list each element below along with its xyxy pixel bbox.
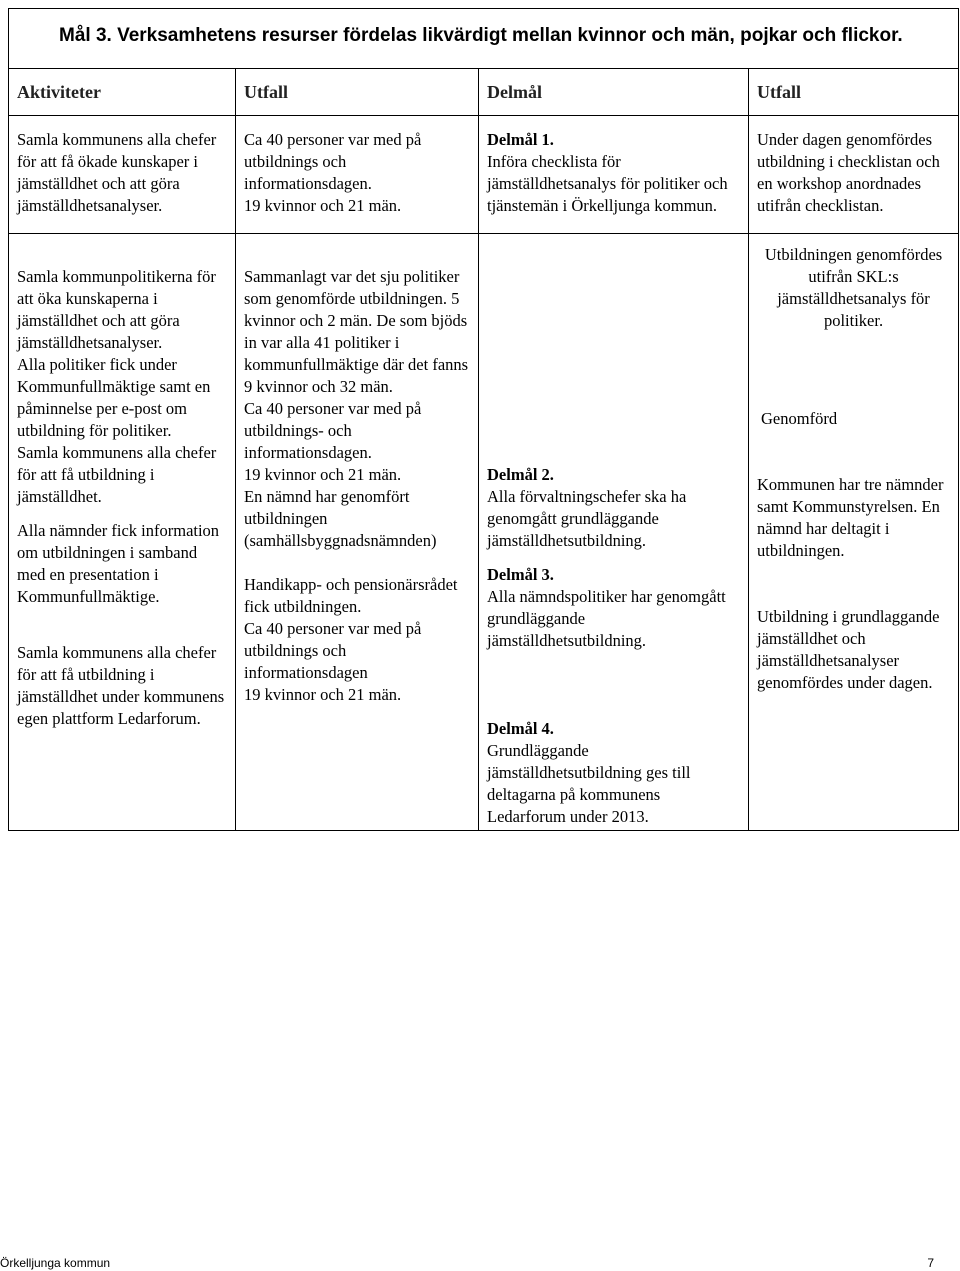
outcome-text: Sammanlagt var det sju politiker som genomförde utbildningen. 5 kvinnor och 2 män. De som bjöds in var alla 41 politiker i kommunfullmäktige där det fanns 9 kvinnor och 32 män.: [244, 267, 469, 396]
header-utfall: Utfall: [236, 69, 479, 116]
outcome-cell: [236, 234, 479, 831]
outcome-text: 19 kvinnor och 21 män.: [244, 685, 402, 704]
subgoal-cell: [479, 116, 749, 234]
result-text: Kommunen har tre nämnder samt Kommunstyrelsen. En nämnd har deltagit i utbildningen.: [757, 475, 944, 560]
subgoal-text: Grundläggande jämställdhetsutbildning ges till deltagarna på kommunens Ledarforum under 2013.: [487, 741, 691, 826]
activity-text: Alla politiker fick under Kommunfullmäktige samt en påminnelse per e-post om utbildning för politiker.: [17, 355, 211, 440]
subgoal-label: Delmål 3.: [487, 565, 554, 584]
header-aktiviteter: Aktiviteter: [9, 69, 236, 116]
outcome-text: Ca 40 personer var med på utbildnings- och informationsdagen.: [244, 399, 422, 462]
outcome-cell: [236, 116, 479, 234]
subgoal-text: Alla förvaltningschefer ska ha genomgått grundläggande jämställdhetsutbildning.: [487, 487, 687, 550]
result-cell: [749, 116, 959, 234]
subgoal-label: Delmål 1.: [487, 130, 554, 149]
result-text: Utbildning i grundlaggande jämställdhet och jämställdhetsanalyser genomfördes under dagen.: [757, 607, 940, 692]
result-cell: [749, 234, 959, 831]
footer-organization: Örkelljunga kommun: [0, 1256, 111, 1270]
outcome-text: 19 kvinnor och 21 män.: [244, 465, 402, 484]
subgoal-label: Delmål 4.: [487, 719, 554, 738]
table-row: [9, 234, 959, 831]
title-row: [9, 9, 959, 69]
header-row: [9, 69, 959, 116]
outcome-text: Ca 40 personer var med på utbildnings och informationsdagen.: [244, 130, 422, 193]
outcome-text: Handikapp- och pensionärsrådet fick utbildningen.: [244, 575, 458, 616]
header-delmal: Delmål: [479, 69, 749, 116]
spacer: [244, 552, 470, 574]
activity-text: Samla kommunpolitikerna för att öka kunskaperna i jämställdhet och att göra jämställdhetsanalyser.: [17, 267, 216, 352]
subgoal-cell: [479, 234, 749, 831]
header-utfall-2: Utfall: [749, 69, 959, 116]
outcome-text: 19 kvinnor och 21 män.: [244, 196, 402, 215]
subgoal-text: Införa checklista för jämställdhetsanalys för politiker och tjänstemän i Örkelljunga kommun.: [487, 152, 728, 215]
result-text: Under dagen genomfördes utbildning i checklistan och en workshop anordnades utifrån checklistan.: [757, 130, 940, 215]
outcome-text: Ca 40 personer var med på utbildnings och informationsdagen: [244, 619, 422, 682]
table-title: Mål 3. Verksamhetens resurser fördelas likvärdigt mellan kvinnor och män, pojkar och flickor.: [9, 9, 959, 69]
activity-text: Samla kommunens alla chefer för att få utbildning i jämställdhet.: [17, 443, 217, 506]
result-text: Genomförd: [761, 409, 838, 428]
activity-cell: [9, 234, 236, 831]
activity-cell: [9, 116, 236, 234]
page-number: 7: [927, 1256, 934, 1270]
activity-text: Samla kommunens alla chefer för att få utbildning i jämställdhet under kommunens egen plattform Ledarforum.: [17, 643, 225, 728]
document-page: [8, 8, 958, 831]
outcome-text: En nämnd har genomfört utbildningen (samhällsbyggnadsnämnden): [244, 487, 437, 550]
result-text: Utbildningen genomfördes utifrån SKL:s jämställdhetsanalys för politiker.: [764, 245, 943, 330]
activity-text: Alla nämnder fick information om utbildningen i samband med en presentation i Kommunfullmäktige.: [17, 521, 220, 606]
goals-table: [8, 8, 959, 831]
table-row: [9, 116, 959, 234]
activity-text: Samla kommunens alla chefer för att få ökade kunskaper i jämställdhet och att göra jämställdhetsanalyser.: [17, 130, 217, 215]
subgoal-text: Alla nämndspolitiker har genomgått grundläggande jämställdhetsutbildning.: [487, 587, 726, 650]
subgoal-label: Delmål 2.: [487, 465, 554, 484]
